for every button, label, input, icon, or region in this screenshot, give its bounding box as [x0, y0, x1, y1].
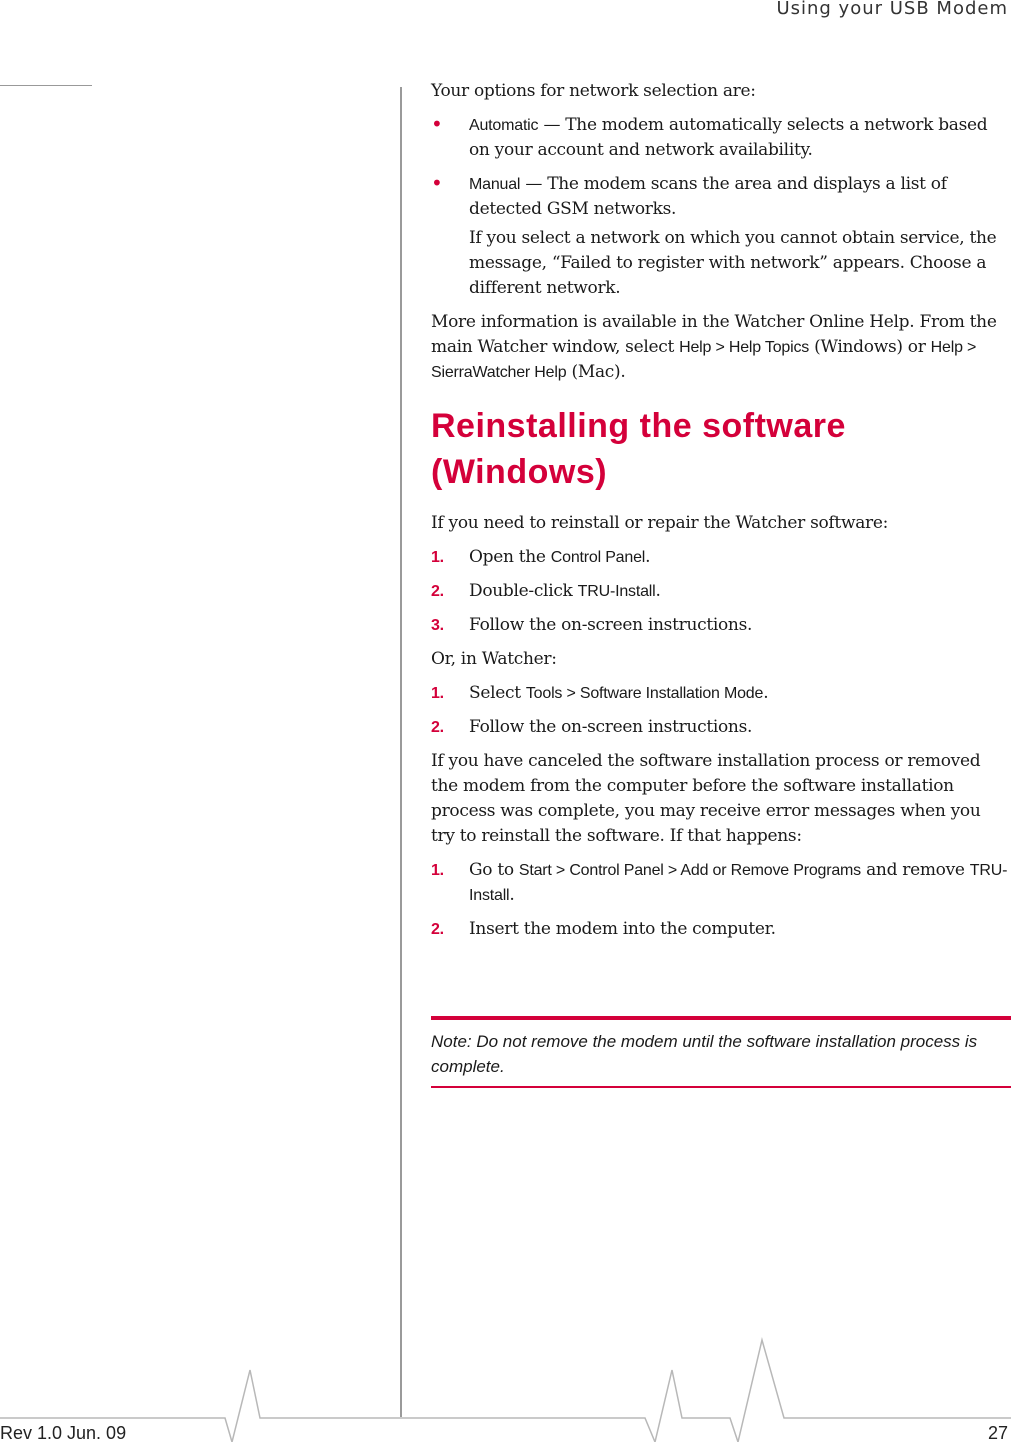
step-text: Follow the on-screen instructions.: [469, 615, 753, 635]
step-b-2: [431, 715, 1009, 740]
reinstall-intro: If you need to reinstall or repair the Watcher software:: [431, 513, 889, 533]
ui-tru-install: TRU-Install: [469, 862, 1008, 904]
or-watcher: Or, in Watcher:: [431, 649, 557, 669]
section-title: Reinstalling the software (Windows): [431, 407, 846, 491]
step-a-3: [431, 613, 1009, 638]
step-number: 2.: [431, 921, 444, 938]
step-text: Follow the on-screen instructions.: [469, 717, 753, 737]
more-info-text: More information is available in the Watcher Online Help. From the main Watcher window, select: [431, 312, 997, 357]
step-text: .: [509, 885, 515, 905]
footer-wave-line: [0, 1340, 1011, 1442]
manual-note: If you select a network on which you cannot obtain service, the message, “Failed to register with network” appears. Choose a different network.: [469, 228, 997, 298]
step-text: Insert the modem into the computer.: [469, 919, 776, 939]
more-info-text: (Mac).: [566, 362, 626, 382]
step-c-1: [431, 858, 1009, 908]
note-box: [431, 1016, 1011, 1088]
note-text: Note: Do not remove the modem until the software installation process is complete.: [431, 1032, 978, 1076]
step-text: Open the: [469, 547, 551, 567]
step-text: Double-click: [469, 581, 578, 601]
ui-software-installation-mode: Tools > Software Installation Mode: [525, 685, 764, 702]
step-text: .: [655, 581, 661, 601]
more-info-text: (Windows) or: [809, 337, 931, 357]
step-c-2: [431, 917, 1009, 942]
canceled-paragraph: If you have canceled the software installation process or removed the modem from the computer before the software installation process was complete, you may receive error messages when you try to reinstall the software. If that happens:: [431, 751, 981, 846]
step-text: Select: [469, 683, 526, 703]
bullet-icon: •: [431, 171, 443, 195]
bullet-icon: •: [431, 112, 443, 136]
option-text: — The modem automatically selects a network based on your account and network availability.: [469, 115, 988, 160]
running-header: Using your USB Modem: [776, 0, 1008, 19]
step-number: 1.: [431, 549, 444, 566]
step-text: Go to: [469, 860, 519, 880]
more-info-paragraph: [431, 310, 1009, 385]
option-manual: [431, 172, 1009, 222]
ui-control-panel: Control Panel: [550, 549, 646, 566]
main-column: [431, 79, 1009, 951]
step-a-1: [431, 545, 1009, 570]
step-b-1: [431, 681, 1009, 706]
footer-wave-graphic: [0, 1330, 1011, 1442]
step-number: 1.: [431, 862, 444, 879]
step-number: 2.: [431, 719, 444, 736]
step-text: and remove: [860, 860, 970, 880]
ui-add-remove-programs: Start > Control Panel > Add or Remove Programs: [518, 862, 861, 879]
step-number: 2.: [431, 583, 444, 600]
option-automatic: [431, 113, 1009, 163]
footer-revision: Rev 1.0 Jun. 09: [0, 1423, 127, 1443]
step-number: 1.: [431, 685, 444, 702]
step-number: 3.: [431, 617, 444, 634]
header-rule: [0, 85, 92, 86]
option-label: Manual: [469, 176, 521, 193]
menu-path-help-topics: Help > Help Topics: [679, 339, 810, 356]
step-text: .: [763, 683, 769, 703]
option-label: Automatic: [469, 117, 539, 134]
step-text: .: [645, 547, 651, 567]
ui-tru-install: TRU-Install: [577, 583, 656, 600]
page-number: 27: [987, 1423, 1008, 1443]
margin-divider: [400, 87, 402, 1417]
step-a-2: [431, 579, 1009, 604]
intro-paragraph: Your options for network selection are:: [431, 81, 756, 101]
option-text: — The modem scans the area and displays a list of detected GSM networks.: [469, 174, 947, 219]
menu-path-sierrawatcher-help: Help > SierraWatcher Help: [431, 339, 977, 381]
